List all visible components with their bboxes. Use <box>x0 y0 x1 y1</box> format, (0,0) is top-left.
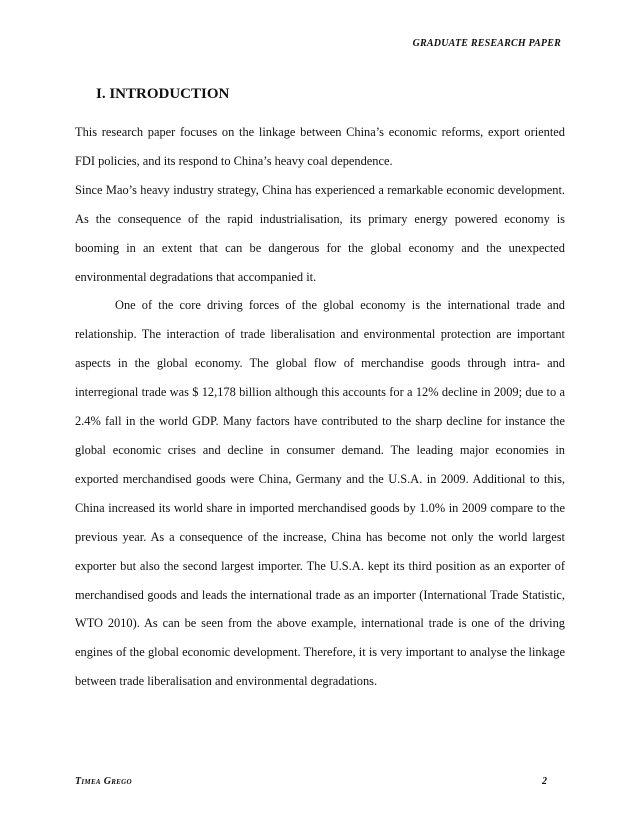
paragraph-research-focus: This research paper focuses on the linkage between China’s economic reforms, export oriented FDI policies, and its respond to China’s heavy coal dependence. <box>75 125 565 168</box>
footer-author: Timea Grego <box>75 776 132 787</box>
page-number: 2 <box>542 776 547 787</box>
paragraph-china-development: Since Mao’s heavy industry strategy, China has experienced a remarkable economic development. As the consequence of the rapid industrialisation, its primary energy powered economy is booming in an extent that can be dangerous for the global economy and the unexpected environmental degradations that accompanied it. <box>75 182 565 284</box>
body-text <box>75 118 565 696</box>
section-heading: I. INTRODUCTION <box>96 86 230 102</box>
paragraph-international-trade: One of the core driving forces of the global economy is the international trade and relationship. The interaction of trade liberalisation and environmental protection are important aspects in the global economy. The global flow of merchandise goods through intra- and interregional trade was $ 12,178 billion although this accounts for a 12% decline in 2009; due to a 2.4% fall in the world GDP. Many factors have contributed to the sharp decline for instance the global economic crises and decline in consumer demand. The leading major economies in exported merchandised goods were China, Germany and the U.S.A. in 2009. Additional to this, China increased its world share in imported merchandised goods by 1.0% in 2009 compare to the previous year. As a consequence of the increase, China has become not only the world largest exporter but also the second largest importer. The U.S.A. kept its third position as an exporter of merchandised goods and leads the international trade as an importer (International Trade Statistic, WTO 2010). As can be seen from the above example, international trade is one of the driving engines of the global economic development. Therefore, it is very important to analyse the linkage between trade liberalisation and environmental degradations. <box>75 298 565 689</box>
running-header: GRADUATE RESEARCH PAPER <box>412 38 561 49</box>
